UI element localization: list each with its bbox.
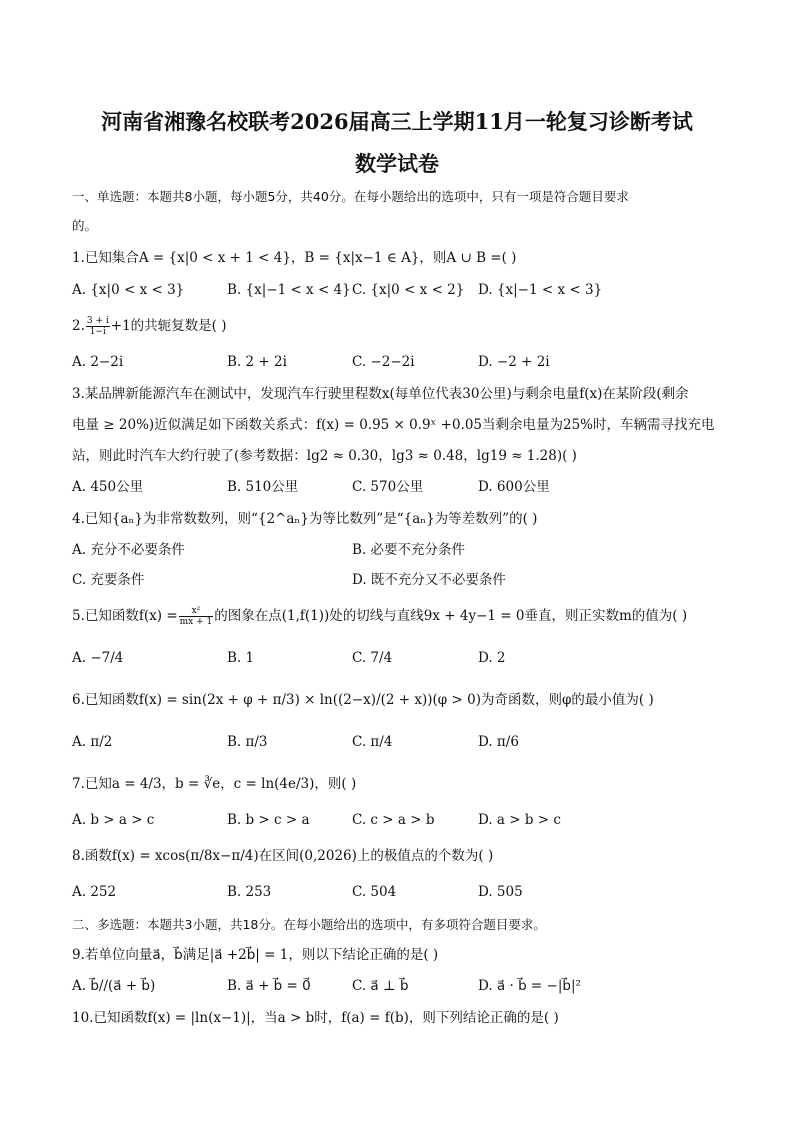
question-5-option-d[interactable]: D. 2 (478, 650, 506, 666)
question-8-stem: 8.函数f(x) = xcos(π/8x−π/4)在区间(0,2026)上的极值点的个数为( ) (72, 848, 494, 864)
question-8-option-b[interactable]: B. 253 (227, 884, 272, 900)
question-4-option-c[interactable]: C. 充要条件 (72, 572, 145, 588)
question-1-stem: 1.已知集合A = {x|0 < x + 1 < 4}，B = {x|x−1 ∈ A}，则A ∪ B =( ) (72, 250, 517, 266)
question-4-option-a[interactable]: A. 充分不必要条件 (72, 542, 185, 558)
question-1-option-a[interactable]: A. {x|0 < x < 3} (72, 282, 185, 298)
question-4-option-d[interactable]: D. 既不充分又不必要条件 (352, 572, 506, 588)
question-5-option-b[interactable]: B. 1 (227, 650, 255, 666)
question-1-option-c[interactable]: C. {x|0 < x < 2} (352, 282, 465, 298)
question-7-stem: 7.已知a = 4/3，b = ∛e，c = ln(4e/3)，则( ) (72, 776, 357, 792)
document-subtitle: 数学试卷 (355, 151, 439, 176)
question-5-prefix: 5.已知函数f(x) = (72, 608, 178, 624)
question-4-stem: 4.已知{aₙ}为非常数数列，则“{2^aₙ}为等比数列”是“{aₙ}为等差数列”的( ) (72, 511, 538, 527)
question-6-stem: 6.已知函数f(x) = sin(2x + φ + π/3) × ln((2−x)/(2 + x))(φ > 0)为奇函数，则φ的最小值为( ) (72, 692, 654, 708)
question-3-option-b[interactable]: B. 510公里 (227, 479, 299, 495)
question-2-fraction (86, 316, 110, 337)
question-3-stem-line-3: 站，则此时汽车大约行驶了(参考数据：lg2 ≈ 0.30，lg3 ≈ 0.48，lg19 ≈ 1.28)( ) (72, 448, 577, 464)
question-2-suffix: +1的共轭复数是( ) (110, 318, 227, 334)
question-1-option-d[interactable]: D. {x|−1 < x < 3} (478, 282, 603, 298)
question-7-option-d[interactable]: D. a > b > c (478, 812, 561, 828)
section-single-choice-heading-cont: 的。 (72, 218, 98, 233)
question-5-option-a[interactable]: A. −7/4 (72, 650, 124, 666)
question-6-option-b[interactable]: B. π/3 (227, 734, 268, 750)
question-7-option-b[interactable]: B. b > c > a (227, 812, 310, 828)
question-9-stem: 9.若单位向量a⃗，b⃗满足|a⃗ +2b⃗| = 1，则以下结论正确的是( ) (72, 947, 439, 963)
question-10-stem: 10.已知函数f(x) = |ln(x−1)|，当a > b时，f(a) = f(b)，则下列结论正确的是( ) (72, 1010, 559, 1026)
question-3-stem-line-2: 电量 ≥ 20%)近似满足如下函数关系式：f(x) = 0.95 × 0.9ˣ +0.05当剩余电量为25%时，车辆需寻找充电 (72, 417, 715, 433)
question-1-option-b[interactable]: B. {x|−1 < x < 4} (227, 282, 351, 298)
question-3-option-d[interactable]: D. 600公里 (478, 479, 550, 495)
question-8-option-d[interactable]: D. 505 (478, 884, 523, 900)
question-5-stem (72, 606, 687, 627)
question-2-stem (72, 316, 227, 337)
section-multi-choice-heading: 二、多选题：本题共3小题，共18分。在每小题给出的选项中，有多项符合题目要求。 (72, 917, 546, 932)
question-2-option-c[interactable]: C. −2−2i (352, 354, 415, 370)
question-7-option-a[interactable]: A. b > a > c (72, 812, 155, 828)
section-single-choice-heading: 一、单选题：本题共8小题，每小题5分，共40分。在每小题给出的选项中，只有一项是符合题目要求 (72, 189, 629, 204)
question-6-option-d[interactable]: D. π/6 (478, 734, 519, 750)
question-5-fraction (179, 606, 214, 627)
question-3-stem-line-1: 3.某品牌新能源汽车在测试中，发现汽车行驶里程数x(每单位代表30公里)与剩余电量f(x)在某阶段(剩余 (72, 386, 689, 402)
question-9-option-a[interactable]: A. b⃗//(a⃗ + b⃗) (72, 978, 156, 994)
question-2-prefix: 2. (72, 318, 85, 334)
question-5-suffix: 的图象在点(1,f(1))处的切线与直线9x + 4y−1 = 0垂直，则正实数m的值为( ) (214, 608, 688, 624)
question-3-option-a[interactable]: A. 450公里 (72, 479, 144, 495)
question-2-fraction-denominator: 1−i (89, 327, 106, 337)
question-9-option-b[interactable]: B. a⃗ + b⃗ = 0⃗ (227, 978, 311, 994)
question-2-option-a[interactable]: A. 2−2i (72, 354, 124, 370)
question-4-option-b[interactable]: B. 必要不充分条件 (352, 542, 466, 558)
question-3-option-c[interactable]: C. 570公里 (352, 479, 424, 495)
question-6-option-a[interactable]: A. π/2 (72, 734, 113, 750)
question-2-fraction-numerator: 3 + i (86, 316, 109, 326)
question-5-fraction-denominator: mx + 1 (179, 617, 213, 627)
question-2-option-d[interactable]: D. −2 + 2i (478, 354, 550, 370)
question-5-option-c[interactable]: C. 7/4 (352, 650, 393, 666)
question-6-option-c[interactable]: C. π/4 (352, 734, 393, 750)
question-8-option-a[interactable]: A. 252 (72, 884, 117, 900)
question-9-option-d[interactable]: D. a⃗ · b⃗ = −|b⃗|² (478, 978, 581, 994)
question-7-option-c[interactable]: C. c > a > b (352, 812, 435, 828)
question-5-fraction-numerator: x² (179, 606, 214, 617)
question-2-option-b[interactable]: B. 2 + 2i (227, 354, 287, 370)
document-title: 河南省湘豫名校联考2026届高三上学期11月一轮复习诊断考试 (101, 109, 693, 134)
question-8-option-c[interactable]: C. 504 (352, 884, 397, 900)
question-9-option-c[interactable]: C. a⃗ ⊥ b⃗ (352, 978, 409, 994)
